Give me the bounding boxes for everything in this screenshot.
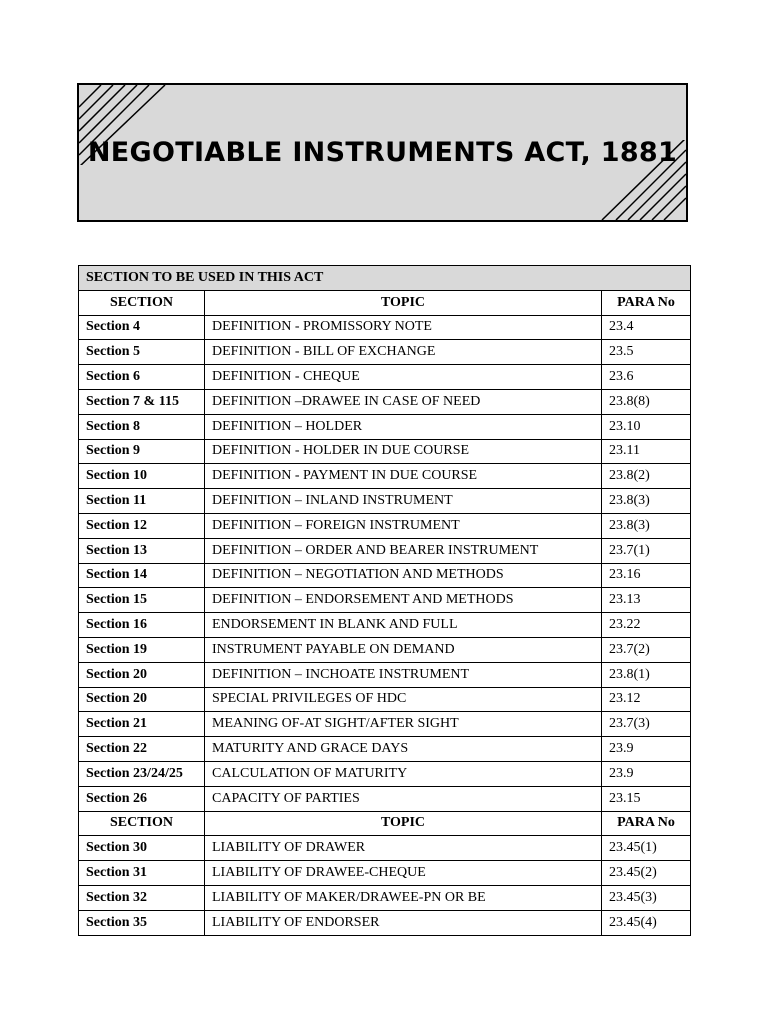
header-para: PARA No [602,811,691,836]
para-cell: 23.45(2) [602,861,691,886]
table-row [79,538,691,563]
table-row [79,761,691,786]
section-cell: Section 11 [79,489,205,514]
table-row [79,464,691,489]
topic-cell: CAPACITY OF PARTIES [205,786,602,811]
para-cell: 23.8(2) [602,464,691,489]
header-section: SECTION [79,811,205,836]
table-row [79,489,691,514]
table-row [79,786,691,811]
table-row [79,861,691,886]
section-cell: Section 10 [79,464,205,489]
para-cell: 23.4 [602,315,691,340]
title-banner [77,83,688,222]
para-cell: 23.15 [602,786,691,811]
sections-table [78,265,691,936]
topic-cell: DEFINITION – INCHOATE INSTRUMENT [205,662,602,687]
table-row [79,340,691,365]
para-cell: 23.45(4) [602,910,691,935]
para-cell: 23.5 [602,340,691,365]
topic-cell: DEFINITION – HOLDER [205,414,602,439]
para-cell: 23.8(1) [602,662,691,687]
section-cell: Section 23/24/25 [79,761,205,786]
topic-cell: DEFINITION - HOLDER IN DUE COURSE [205,439,602,464]
para-cell: 23.8(8) [602,389,691,414]
table-row [79,737,691,762]
topic-cell: DEFINITION - PROMISSORY NOTE [205,315,602,340]
topic-cell: DEFINITION – INLAND INSTRUMENT [205,489,602,514]
section-cell: Section 8 [79,414,205,439]
para-cell: 23.7(3) [602,712,691,737]
header-topic: TOPIC [205,290,602,315]
table-row [79,712,691,737]
header-topic: TOPIC [205,811,602,836]
section-cell: Section 14 [79,563,205,588]
section-cell: Section 32 [79,885,205,910]
section-cell: Section 31 [79,861,205,886]
table-row [79,365,691,390]
topic-cell: DEFINITION - CHEQUE [205,365,602,390]
section-cell: Section 20 [79,662,205,687]
para-cell: 23.13 [602,588,691,613]
section-cell: Section 30 [79,836,205,861]
section-cell: Section 15 [79,588,205,613]
topic-cell: DEFINITION - BILL OF EXCHANGE [205,340,602,365]
table-row [79,389,691,414]
table-row [79,588,691,613]
para-cell: 23.22 [602,613,691,638]
topic-cell: ENDORSEMENT IN BLANK AND FULL [205,613,602,638]
topic-cell: DEFINITION - PAYMENT IN DUE COURSE [205,464,602,489]
topic-cell: DEFINITION –DRAWEE IN CASE OF NEED [205,389,602,414]
section-cell: Section 19 [79,637,205,662]
section-cell: Section 4 [79,315,205,340]
table-row [79,662,691,687]
table-row [79,513,691,538]
section-cell: Section 7 & 115 [79,389,205,414]
para-cell: 23.8(3) [602,489,691,514]
section-cell: Section 20 [79,687,205,712]
topic-cell: CALCULATION OF MATURITY [205,761,602,786]
table-row [79,315,691,340]
section-cell: Section 5 [79,340,205,365]
topic-cell: INSTRUMENT PAYABLE ON DEMAND [205,637,602,662]
para-cell: 23.16 [602,563,691,588]
table-row [79,910,691,935]
table-row [79,439,691,464]
table-row [79,885,691,910]
table-row [79,563,691,588]
para-cell: 23.45(3) [602,885,691,910]
table-row [79,613,691,638]
topic-cell: LIABILITY OF DRAWER [205,836,602,861]
topic-cell: LIABILITY OF ENDORSER [205,910,602,935]
section-cell: Section 13 [79,538,205,563]
table-row [79,687,691,712]
para-cell: 23.10 [602,414,691,439]
header-para: PARA No [602,290,691,315]
para-cell: 23.8(3) [602,513,691,538]
table-row [79,414,691,439]
section-cell: Section 35 [79,910,205,935]
topic-cell: DEFINITION – FOREIGN INSTRUMENT [205,513,602,538]
section-cell: Section 12 [79,513,205,538]
topic-cell: DEFINITION – ENDORSEMENT AND METHODS [205,588,602,613]
para-cell: 23.45(1) [602,836,691,861]
para-cell: 23.7(2) [602,637,691,662]
document-title: NEGOTIABLE INSTRUMENTS ACT, 1881 [87,137,678,168]
section-cell: Section 26 [79,786,205,811]
section-cell: Section 16 [79,613,205,638]
table-caption: SECTION TO BE USED IN THIS ACT [79,266,691,291]
section-cell: Section 9 [79,439,205,464]
para-cell: 23.7(1) [602,538,691,563]
topic-cell: LIABILITY OF DRAWEE-CHEQUE [205,861,602,886]
para-cell: 23.9 [602,761,691,786]
para-cell: 23.9 [602,737,691,762]
header-row [79,290,691,315]
header-row [79,811,691,836]
topic-cell: DEFINITION – NEGOTIATION AND METHODS [205,563,602,588]
table-row [79,637,691,662]
table-row [79,836,691,861]
section-cell: Section 22 [79,737,205,762]
topic-cell: MEANING OF-AT SIGHT/AFTER SIGHT [205,712,602,737]
topic-cell: MATURITY AND GRACE DAYS [205,737,602,762]
header-section: SECTION [79,290,205,315]
topic-cell: LIABILITY OF MAKER/DRAWEE-PN OR BE [205,885,602,910]
section-cell: Section 6 [79,365,205,390]
topic-cell: DEFINITION – ORDER AND BEARER INSTRUMENT [205,538,602,563]
caption-row [79,266,691,291]
topic-cell: SPECIAL PRIVILEGES OF HDC [205,687,602,712]
para-cell: 23.12 [602,687,691,712]
section-cell: Section 21 [79,712,205,737]
para-cell: 23.11 [602,439,691,464]
para-cell: 23.6 [602,365,691,390]
